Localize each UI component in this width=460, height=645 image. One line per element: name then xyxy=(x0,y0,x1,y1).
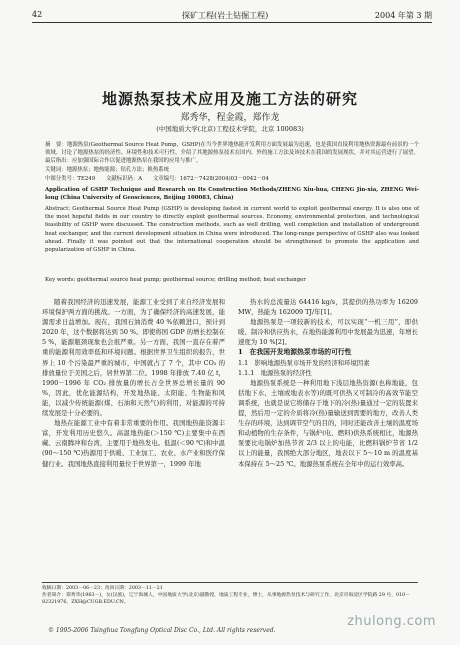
keywords-english: Key words: geothermal source heat pump; geothermal source; drilling method; heat exchanger xyxy=(45,277,306,283)
page-number: 42 xyxy=(32,10,43,19)
classification-line: 中图分类号：TE249 文献标识码：A 文章编号：1672－7428(2004)03－0042－04 xyxy=(45,176,269,182)
subsubsection-heading: 1.1.1 地源热泵的经济性 xyxy=(238,368,312,377)
journal-name: 探矿工程(岩土钻掘工程) xyxy=(182,11,269,20)
section-heading: 1 在我国开发地源热泵市场的可行性 xyxy=(238,348,352,357)
subsection-heading: 1.1 影响地源热泵市场开发的经济和环境因素 xyxy=(238,358,370,367)
article-title: 地源热泵技术应用及施工方法的研究 xyxy=(101,90,358,108)
body-column-left xyxy=(42,297,225,469)
copyright-line: © 1995-2006 Tsinghua Tongfang Optical Disc Co., Ltd. All rights reserved. xyxy=(48,627,276,634)
running-header xyxy=(32,8,432,23)
english-title: Application of GSHP Technique and Research on Its Construction Methods/ZHENG Xiu-hua, CHENG Jin-xia, ZHENG Wei-long (China University of Geosciences, Beijing 100083, China) xyxy=(45,187,419,202)
abstract-english: Abstract: Geothermal Source Heat Pump (GSHP) is developing fastest in current world to exploit geothermal energy. It is also one of the most hopeful fields in our country to directly exploit geothermal sources. Economy, environmental protection, and technological feasibility of GSHP were discussed. The construction methods, such as well drilling, well completion and installation of underground heat exchanger, and the current development situation in China were introduced. The long-range perspective of GSHP also was looked ahead. Finally it was pointed out that the international cooperation should be strengthened to promote the application and popularization of GSHP in China. xyxy=(45,206,419,254)
article-authors: 郑秀华，程金霞，郑作龙 xyxy=(180,113,280,123)
body-paragraph: 地源热泵系统是一种利用地下浅层地热资源(也称地能，包括地下水、土壤或地表水等)的既可供热又可制冷的高效节能空调系统，也就是说它将储存于地下的冷(热)量通过一定的装置来提，然后用一定的介质将冷(热)量输送到需要的地方，改善人类生存的环境，达到调节空气的目的，同时还能改善土壤的温度场和动植物的生存条件，与锅炉(电、燃料)供热系统相比，地源热泵要比电锅炉加热节省 2/3 以上的电能，比燃料锅炉节省 1/2 以上的能量，我国绝大部分地区，地表以下 5～10 m 的温度基本保持在 5～25 ℃。地源热泵系统在全年中的运行效率高。 xyxy=(238,378,418,468)
watermark-logo: zhulong.com xyxy=(347,614,436,629)
keywords-chinese: 关键词：地源热泵；地热能源；钻孔方法；换热系统 xyxy=(45,167,169,173)
body-paragraph: 热水的总流量达 64416 kg/s，其提供的热功率为 16209 MW，热能为 162009 TJ/年[1]。 xyxy=(238,298,418,317)
author-affiliation: (中国地质大学(北京)工程技术学院，北京 100083) xyxy=(156,125,304,133)
body-paragraph: 随着我国经济的迅速发展，能源工业受到了来自经济发展和环境保护两方面的挑战。一方面，为了确保经济的高速发展，能源需求日益增加。现在，我国石油消费 40 %依赖进口，预计到 2020 年，这个数据将达到 50 %。即使将国 GDP 的增长控制在 5 %，能源瓶颈现象也会很严重。另一方面，我国一直存在着严重的能源利用效率低和环境问题。根据世界卫生组织的报告，世界上 10 个污染最严重的城市，中国就占了 7 个，其中 CO₂ 的排放量位于美国之后，居世界第二位。1998 年排放 7.40 亿 t，1990－1996 年 CO₂ 排放量的增长占全世界总增长量的 90 %，因此，优化能源结构，开发地热能、太阳能、生物能和风能，以减少传统能源(煤、石油和天然气)的利用，对能源的可持续发展是十分必要的。 xyxy=(42,298,225,418)
abstract-chinese: 摘 要：地源热泵(Geothermal Source Heat Pump，GSHP)在当今世界地热能开发利用方面发展最为迅速，也是我国直接利用地热资源最有前景的一个领域。讨论了地源热泵的经济性、环境性和技术可行性，介绍了其地源热泵技术在国内、外的施工方法及该技术在我国的发展现状，并对其运营进行了展望。最后指出：应加强国际合作以促进地源热泵在我国的应用与推广。 xyxy=(45,142,419,165)
footnote: 收稿日期：2003－06－23；改回日期：2003－11－21 作者简介：郑秀华(1963－)，女(汉族)，辽宁海城人，中国地质大学(北京)副教授，地质工程专业，博士，从事地源热泵技术与研究工作，北京市海淀区学院路 29 号，010－82321976，ZXH@CUGB.EDU.CN。 xyxy=(42,582,418,606)
issue-number: 2004 年第 3 期 xyxy=(374,11,432,20)
body-paragraph: 地源热泵是一项较新的技术，可以实现“一机三用”，即供暖、制冷和供应热水，在地热能源利用中发展最为迅速，年增长速度为 10 %[2]。 xyxy=(238,318,418,347)
body-column-right xyxy=(238,297,418,469)
body-paragraph: 地热在能源工业中有着非常重要的作用。我国地热能资源丰富，开发利用历史悠久。高温地热能(＞150 ℃)主要集中在西藏、云南腾冲和台湾，主要用于地热发电。低温(＜90 ℃)和中温(90～150 ℃)热源用于供暖、工业加工、农业、水产业和医疗保健行业。我国地热直接利用量位于世界第一，1999 年地 xyxy=(42,419,225,468)
